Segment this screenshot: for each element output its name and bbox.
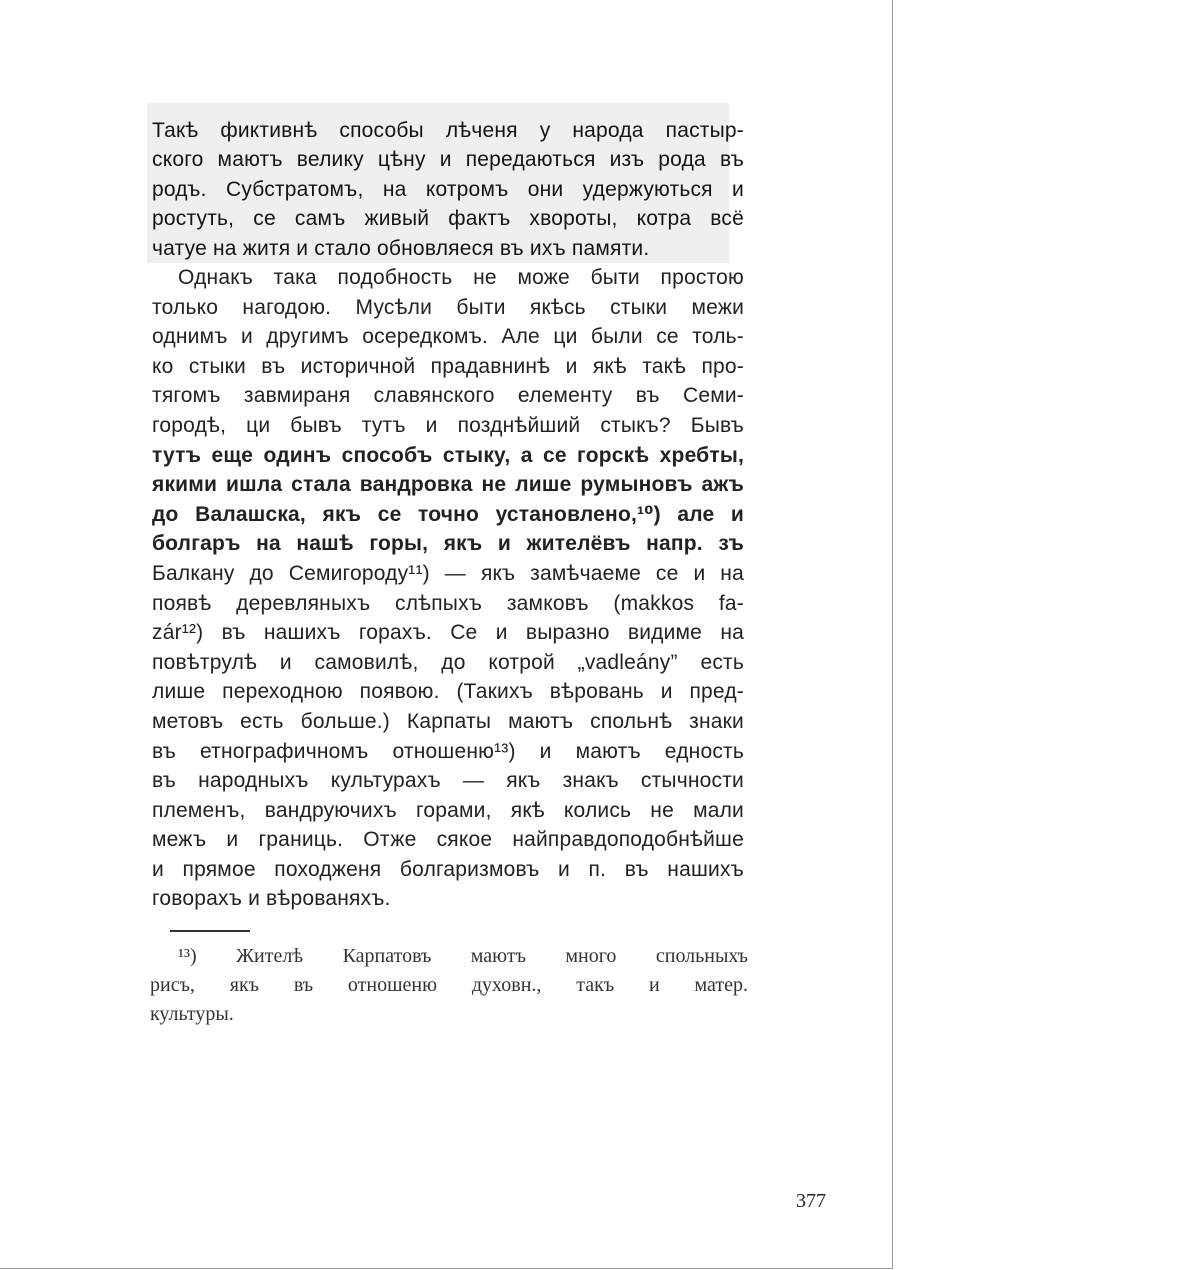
text-line: только нагодою. Мусѣли быти якѣсь стыки межи [152, 295, 744, 319]
text-line: ростуть, се самъ живый фактъ хвороты, котра всё [152, 207, 744, 231]
text-line: появѣ деревляныхъ слѣпыхъ замковъ (makkos fa- [152, 591, 744, 615]
text-line: въ етнографичномъ отношеню¹³) и маютъ едность [152, 739, 744, 763]
text-line: тягомъ завмираня славянского елементу въ Семи- [152, 384, 744, 408]
footnote-line: рисъ, якъ въ отношеню духовн., такъ и матер. [150, 974, 748, 996]
text-line: повѣтрулѣ и самовилѣ, до котрой „vadleány” есть [152, 650, 744, 674]
text-line: и прямое походженя болгаризмовъ и п. въ нашихъ [152, 857, 744, 881]
text-line: Такѣ фиктивнѣ способы лѣченя у народа пастыр- [152, 119, 744, 142]
bold-text-line: до Валашска, якъ се точно установлено,¹⁰) але и [152, 502, 744, 526]
paragraph-contacts [152, 263, 744, 914]
text-line: лише переходною появою. (Такихъ вѣровань и пред- [152, 680, 744, 704]
text-line: однимъ и другимъ осередкомъ. Але ци были се толь- [152, 325, 744, 349]
text-line: межъ и границь. Отже сякое найправдоподобнѣйше [152, 828, 744, 852]
text-line: въ народныхъ культурахъ — якъ знакъ стычности [152, 769, 744, 793]
bold-text-line: якими ишла стала вандровка не лише румыновъ ажъ [152, 473, 744, 497]
text-line: чатуе на житя и стало обновляеся въ ихъ памяти. [152, 236, 650, 260]
text-line: говорахъ и вѣрованяхъ. [152, 887, 391, 911]
footnote [150, 942, 748, 1029]
footnote-line: ¹³) Жителѣ Карпатовъ маютъ много спольныхъ [178, 945, 748, 967]
text-line: племенъ, вандруючихъ горами, якѣ колись не мали [152, 798, 744, 822]
bold-text-line: болгаръ на нашѣ горы, якъ и жителёвъ напр. зъ [152, 532, 744, 556]
text-line: Однакъ така подобность не може быти простою [178, 266, 744, 289]
text-line: городѣ, ци бывъ тутъ и позднѣйший стыкъ? Бывъ [152, 413, 744, 437]
text-line: метовъ есть больше.) Карпаты маютъ спольнѣ знаки [152, 709, 744, 733]
text-line: родъ. Субстратомъ, на котромъ они удержуються и [152, 177, 744, 201]
text-line: ко стыки въ историчной прадавнинѣ и якѣ такѣ про- [152, 354, 744, 378]
text-line: Балкану до Семигороду¹¹) — якъ замѣчаеме се и на [152, 561, 744, 585]
text-line: zár¹²) въ нашихъ горахъ. Се и выразно видиме на [152, 621, 744, 645]
paragraph-healing-methods [152, 116, 744, 263]
footnote-divider [170, 930, 250, 932]
text-line: ского маютъ велику цѣну и передаються изъ рода въ [152, 148, 744, 172]
bold-text-line: тутъ еще одинъ способъ стыку, а се горскѣ хребты, [152, 443, 744, 467]
footnote-line: культуры. [150, 1003, 234, 1025]
page-number: 377 [796, 1190, 826, 1212]
